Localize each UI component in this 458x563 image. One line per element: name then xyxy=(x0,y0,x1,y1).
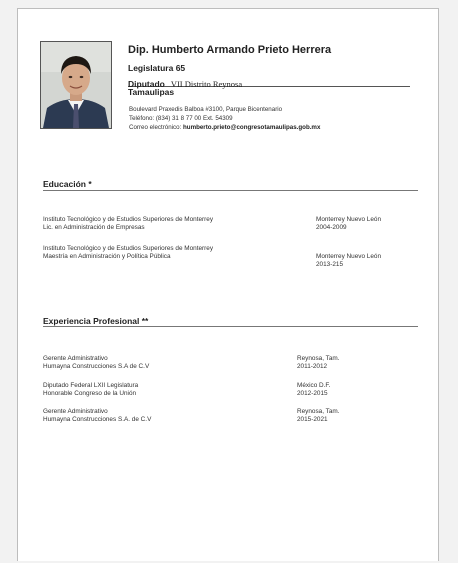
deputy-name: Dip. Humberto Armando Prieto Herrera xyxy=(128,44,332,56)
education-institution: Instituto Tecnológico y de Estudios Superiores de Monterrey xyxy=(43,245,214,252)
experience-place: Reynosa, Tam. xyxy=(297,408,340,415)
experience-entry-2-meta xyxy=(297,382,330,398)
state-name: Tamaulipas xyxy=(128,87,175,97)
experience-place: México D.F. xyxy=(297,382,331,389)
district-value: VII Distrito Reynosa xyxy=(170,79,243,89)
experience-org: Honorable Congreso de la Unión xyxy=(43,390,137,397)
legislature: Legislatura 65 xyxy=(128,63,186,73)
phone: Teléfono: (834) 31 8 77 00 Ext. 54309 xyxy=(129,115,233,122)
experience-years: 2015-2021 xyxy=(297,416,328,423)
experience-entry-2 xyxy=(43,382,138,398)
experience-role: Diputado Federal LXII Legislatura xyxy=(43,382,139,389)
education-entry-1-meta xyxy=(316,216,381,232)
education-entry-1 xyxy=(43,216,213,232)
experience-org: Humayna Construcciones S.A. de C.V xyxy=(43,416,152,423)
education-institution: Instituto Tecnológico y de Estudios Superiores de Monterrey xyxy=(43,216,214,223)
deputy-photo xyxy=(40,41,112,129)
experience-years: 2012-2015 xyxy=(297,390,328,397)
education-years: 2004-2009 xyxy=(316,224,347,231)
email-label: Correo electrónico: xyxy=(129,124,182,131)
education-degree: Maestría en Administración y Política Pública xyxy=(43,253,171,260)
experience-entry-1-meta xyxy=(297,355,340,371)
experience-entry-1 xyxy=(43,355,149,371)
portrait-image xyxy=(41,42,111,128)
experience-role: Gerente Administrativo xyxy=(43,408,108,415)
education-entry-2-meta xyxy=(316,253,381,269)
deputy-label: Diputado xyxy=(128,79,165,89)
email-line xyxy=(129,123,320,132)
education-place: Monterrey Nuevo León xyxy=(316,216,382,223)
education-years: 2013-215 xyxy=(316,261,344,268)
education-divider xyxy=(43,190,418,191)
experience-divider xyxy=(43,326,418,327)
education-entry-2 xyxy=(43,245,213,261)
contact-block xyxy=(129,105,320,132)
experience-place: Reynosa, Tam. xyxy=(297,355,340,362)
address: Boulevard Praxedis Balboa #3100, Parque Bicentenario xyxy=(129,106,283,113)
experience-years: 2011-2012 xyxy=(297,363,328,370)
education-degree: Lic. en Administración de Empresas xyxy=(43,224,145,231)
cv-page xyxy=(17,8,439,561)
education-title: Educación * xyxy=(43,179,92,189)
education-place: Monterrey Nuevo León xyxy=(316,253,382,260)
email-link[interactable]: humberto.prieto@congresotamaulipas.gob.mx xyxy=(183,124,321,131)
experience-entry-3 xyxy=(43,408,151,424)
experience-role: Gerente Administrativo xyxy=(43,355,108,362)
deputy-row xyxy=(128,74,410,87)
experience-entry-3-meta xyxy=(297,408,340,424)
experience-title: Experiencia Profesional ** xyxy=(43,316,149,326)
experience-org: Humayna Construcciones S.A de C.V xyxy=(43,363,150,370)
